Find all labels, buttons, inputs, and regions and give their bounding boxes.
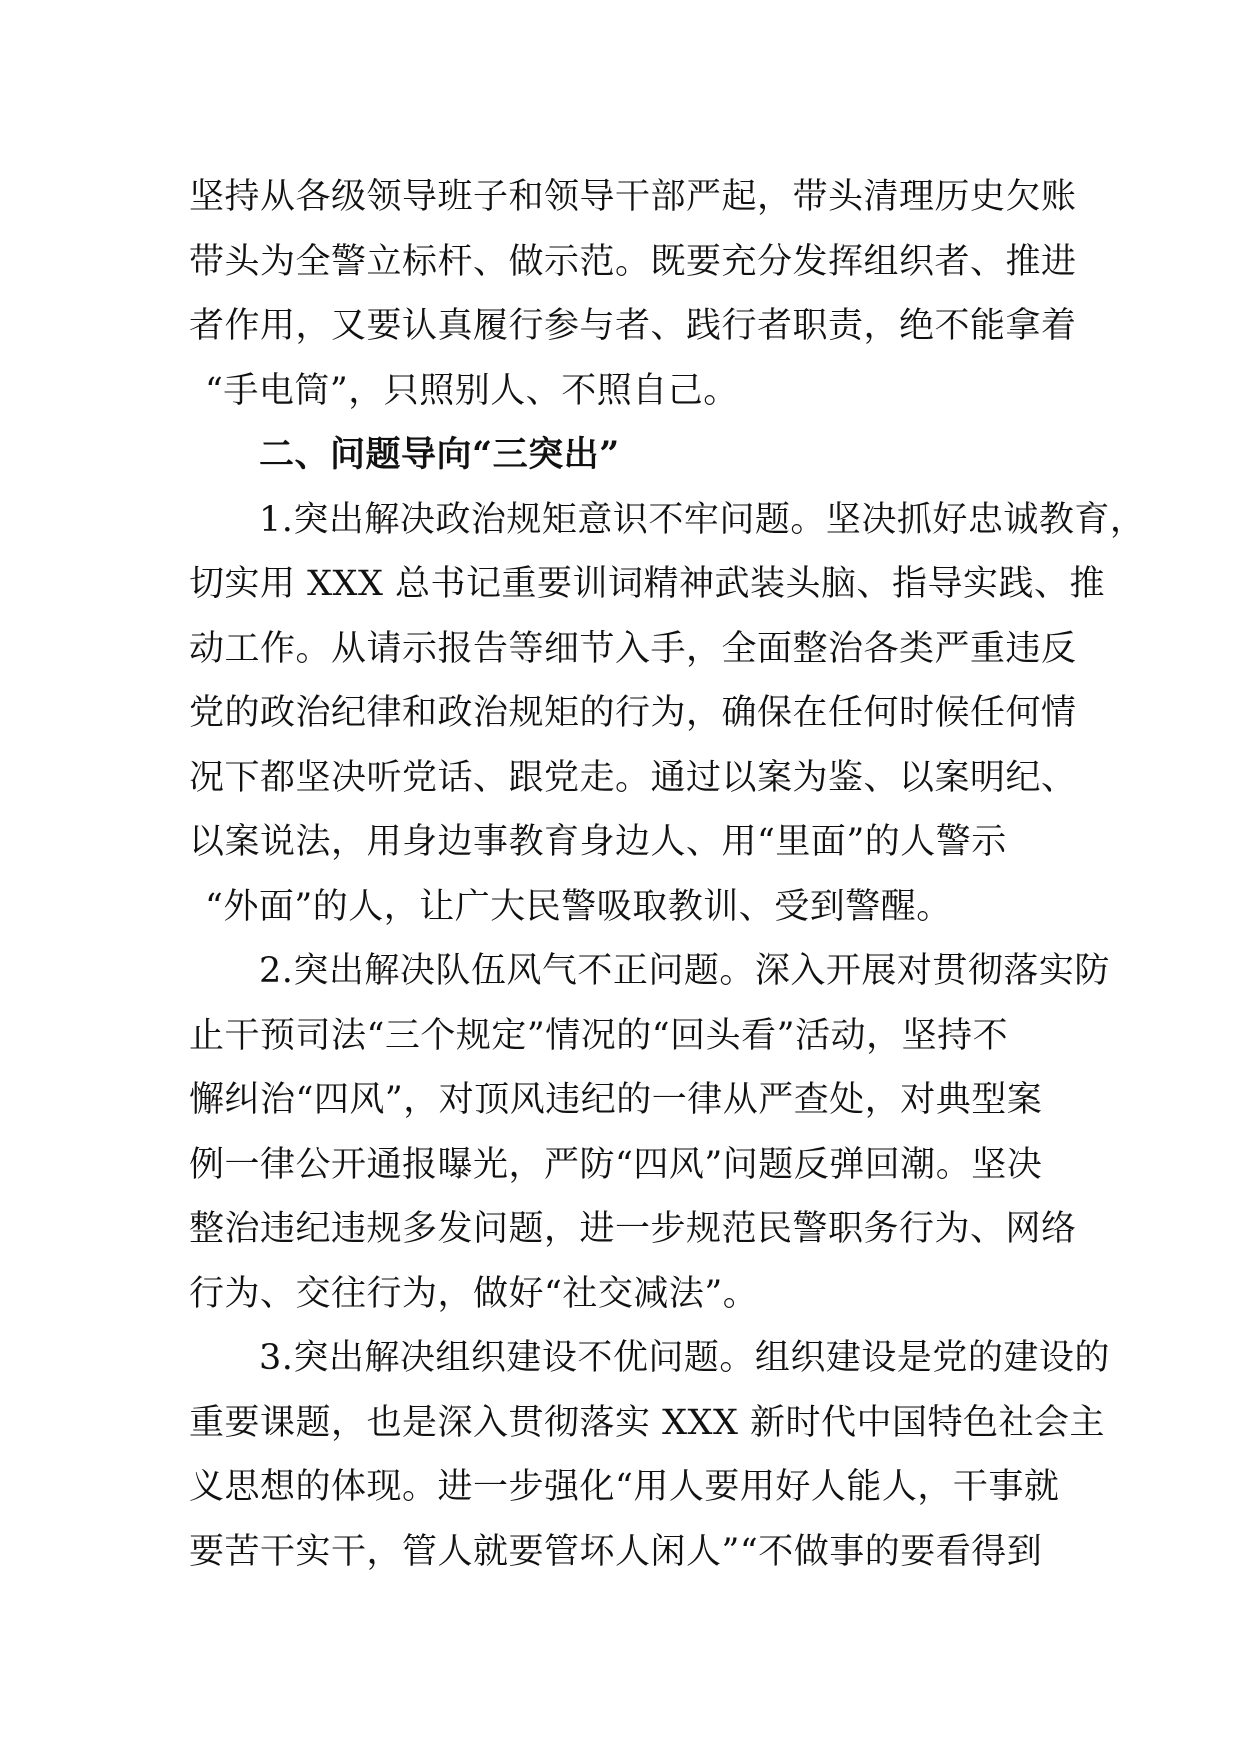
paragraph-line: 以案说法，用身边事教育身边人、用“里面”的人警示 [189,822,1007,862]
paragraph-line: 例一律公开通报曝光，严防“四风”问题反弹回潮。坚决 [189,1144,1043,1185]
paragraph-line: 动工作。从请示报告等细节入手，全面整治各类严重违反 [189,628,1077,669]
paragraph-line: 1.突出解决政治规矩意识不牢问题。坚决抓好忠诚教育， [259,499,1146,540]
paragraph-line: 止干预司法“三个规定”情况的“回头看”活动，坚持不 [189,1015,1009,1056]
body-text [189,165,1146,1584]
paragraph-line: “手电筒”，只照别人、不照自己。 [205,370,739,411]
paragraph-line: 2.突出解决队伍风气不正问题。深入开展对贯彻落实防 [259,951,1110,991]
paragraph-line: 者作用，又要认真履行参与者、践行者职责，绝不能拿着 [189,306,1077,346]
paragraph-line: 要苦干实干，管人就要管坏人闲人”“不做事的要看得到 [189,1531,1043,1572]
paragraph-line: 党的政治纪律和政治规矩的行为，确保在任何时候任何情 [189,693,1077,733]
paragraph-line: 懈纠治“四风”，对顶风违纪的一律从严查处，对典型案 [189,1080,1043,1120]
paragraph-line: “外面”的人，让广大民警吸取教训、受到警醒。 [205,886,952,927]
paragraph-line: 义思想的体现。进一步强化“用人要用好人能人，干事就 [189,1467,1060,1507]
paragraph-line: 况下都坚决听党话、跟党走。通过以案为鉴、以案明纪、 [189,757,1077,798]
paragraph-line: 切实用 XXX 总书记重要训词精神武装头脑、指导实践、推 [189,564,1106,604]
paragraph-line: 行为、交往行为，做好“社交减法”。 [189,1273,759,1314]
paragraph-line: 3.突出解决组织建设不优问题。组织建设是党的建设的 [259,1338,1110,1378]
paragraph-line: 带头为全警立标杆、做示范。既要充分发挥组织者、推进 [189,241,1077,282]
paragraph-line: 整治违纪违规多发问题，进一步规范民警职务行为、网络 [189,1209,1077,1249]
paragraph-line: 坚持从各级领导班子和领导干部严起，带头清理历史欠账 [189,177,1077,217]
paragraph-line: 重要课题，也是深入贯彻落实 XXX 新时代中国特色社会主 [189,1402,1106,1443]
section-heading: 二、问题导向“三突出” [259,434,620,475]
